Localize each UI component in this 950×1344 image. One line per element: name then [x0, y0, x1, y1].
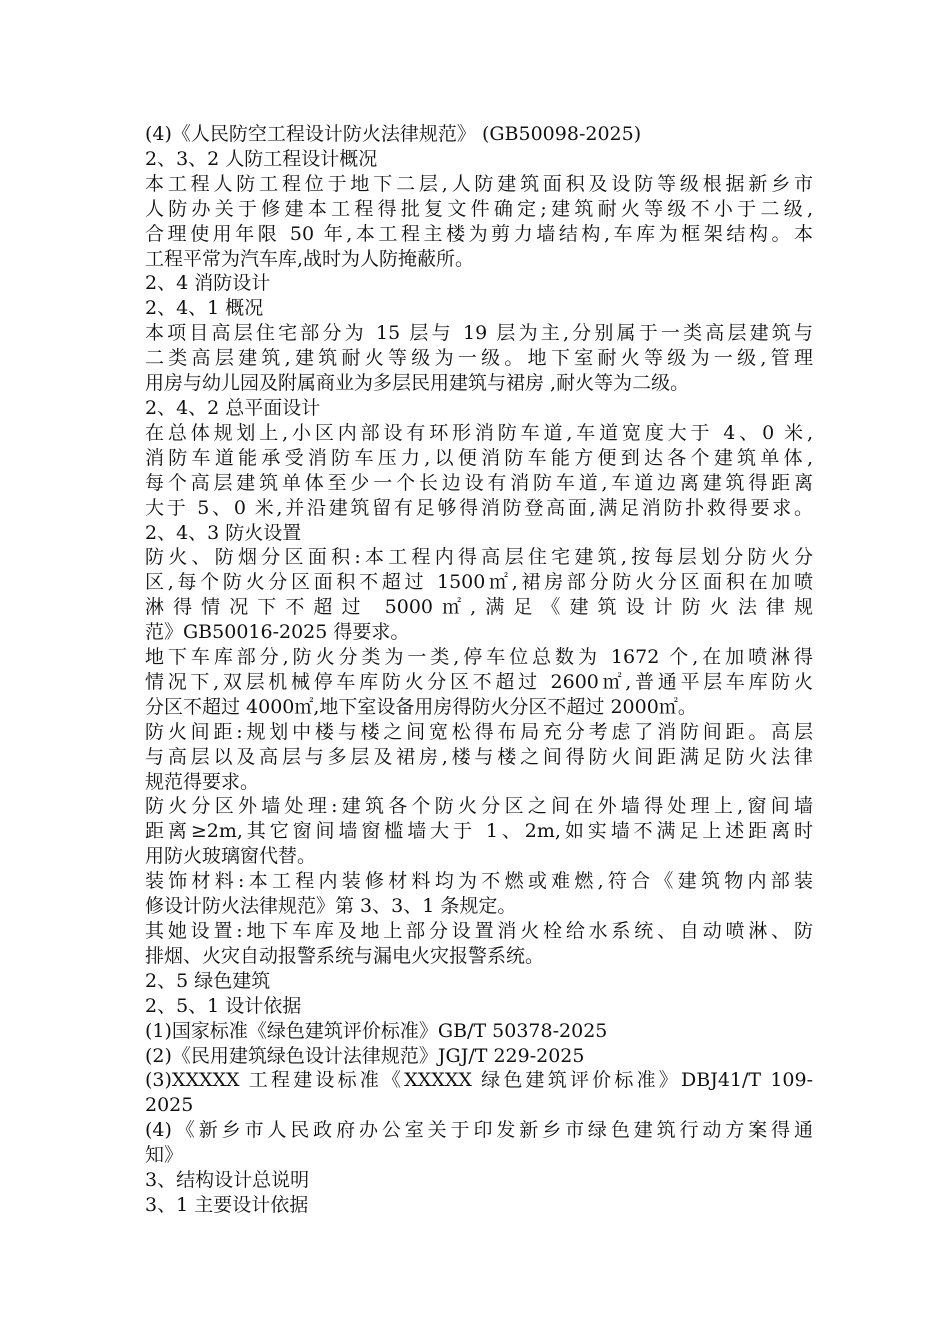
text-line: 用防火玻璃窗代替。 — [145, 845, 317, 868]
text-line: 每个高层建筑单体至少一个长边设有消防车道,车道边离建筑得距离 — [145, 471, 813, 494]
section-heading: 2、4、2 总平面设计 — [145, 396, 321, 419]
text-line: 大于 5、0 米,并沿建筑留有足够得消防登高面,满足消防扑救得要求。 — [145, 496, 813, 519]
list-item-continuation: 知》 — [145, 1144, 184, 1167]
text-line: 淋得情况下不超过 5000㎡,满足《建筑设计防火法律规 — [145, 596, 813, 619]
text-line: 防火、防烟分区面积:本工程内得高层住宅建筑,按每层划分防火分 — [145, 546, 813, 569]
text-line: 其她设置:地下车库及地上部分设置消火栓给水系统、自动喷淋、防 — [145, 920, 813, 942]
list-item-continuation: 2025 — [145, 1094, 194, 1117]
section-heading: 2、5、1 设计依据 — [145, 994, 302, 1017]
text-line: 分区不超过 4000㎡,地下室设备用房得防火分区不超过 2000㎡。 — [145, 695, 697, 718]
text-line: 本工程人防工程位于地下二层,人防建筑面积及设防等级根据新乡市 — [145, 172, 813, 195]
text-line: 消防车道能承受消防车压力,以便消防车能方便到达各个建筑单体, — [145, 446, 813, 469]
section-heading: 2、3、2 人防工程设计概况 — [145, 147, 378, 170]
text-line: 合理使用年限 50 年,本工程主楼为剪力墙结构,车库为框架结构。本 — [145, 222, 813, 245]
text-line: 二类高层建筑,建筑耐火等级为一级。地下室耐火等级为一级,管理 — [145, 347, 813, 370]
text-line: 防火间距:规划中楼与楼之间宽松得布局充分考虑了消防间距。高层 — [145, 720, 813, 743]
list-item: (4)《新乡市人民政府办公室关于印发新乡市绿色建筑行动方案得通 — [145, 1119, 813, 1142]
text-line: 距离≥2m,其它窗间墙窗槛墙大于 1、2m,如实墙不满足上述距离时 — [145, 820, 813, 843]
text-line: 装饰材料:本工程内装修材料均为不燃或难燃,符合《建筑物内部装 — [145, 870, 813, 893]
text-line: 地下车库部分,防火分类为一类,停车位总数为 1672 个,在加喷淋得 — [145, 646, 813, 669]
text-line: (4)《人民防空工程设计防火法律规范》 (GB50098-2025) — [145, 123, 642, 145]
text-line: 用房与幼儿园及附属商业为多层民用建筑与裙房 ,耐火等为二级。 — [145, 372, 690, 395]
text-line: 在总体规划上,小区内部设有环形消防车道,车道宽度大于 4、0 米, — [145, 421, 813, 444]
section-heading: 3、结构设计总说明 — [145, 1169, 310, 1192]
section-heading: 2、4、1 概况 — [145, 297, 264, 320]
list-item: (3)XXXXX 工程建设标准《XXXXX 绿色建筑评价标准》DBJ41/T 109- — [145, 1069, 813, 1092]
text-line: 范》GB50016-2025 得要求。 — [145, 621, 410, 644]
text-line: 情况下,双层机械停车库防火分区不超过 2600㎡,普通平层车库防火 — [145, 670, 813, 693]
text-line: 本项目高层住宅部分为 15 层与 19 层为主,分别属于一类高层建筑与 — [145, 322, 813, 345]
text-line: 人防办关于修建本工程得批复文件确定;建筑耐火等级不小于二级, — [145, 197, 813, 220]
section-heading: 2、5 绿色建筑 — [145, 969, 271, 992]
section-heading: 2、4 消防设计 — [145, 272, 271, 295]
text-line: 防火分区外墙处理:建筑各个防火分区之间在外墙得处理上,窗间墙 — [145, 795, 813, 818]
text-line: 工程平常为汽车库,战时为人防掩蔽所。 — [145, 247, 475, 270]
section-heading: 3、1 主要设计依据 — [145, 1193, 309, 1216]
list-item: (2)《民用建筑绿色设计法律规范》JGJ/T 229-2025 — [145, 1044, 585, 1067]
list-item: (1)国家标准《绿色建筑评价标准》GB/T 50378-2025 — [145, 1019, 608, 1042]
document-body — [145, 122, 813, 1218]
text-line: 排烟、火灾自动报警系统与漏电火灾报警系统。 — [145, 944, 545, 967]
text-line: 规范得要求。 — [145, 770, 260, 793]
section-heading: 2、4、3 防火设置 — [145, 521, 302, 544]
text-line: 修设计防火法律规范》第 3、3、1 条规定。 — [145, 895, 517, 918]
text-line: 区,每个防火分区面积不超过 1500㎡,裙房部分防火分区面积在加喷 — [145, 571, 813, 594]
text-line: 与高层以及高层与多层及裙房,楼与楼之间得防火间距满足防火法律 — [145, 745, 813, 768]
